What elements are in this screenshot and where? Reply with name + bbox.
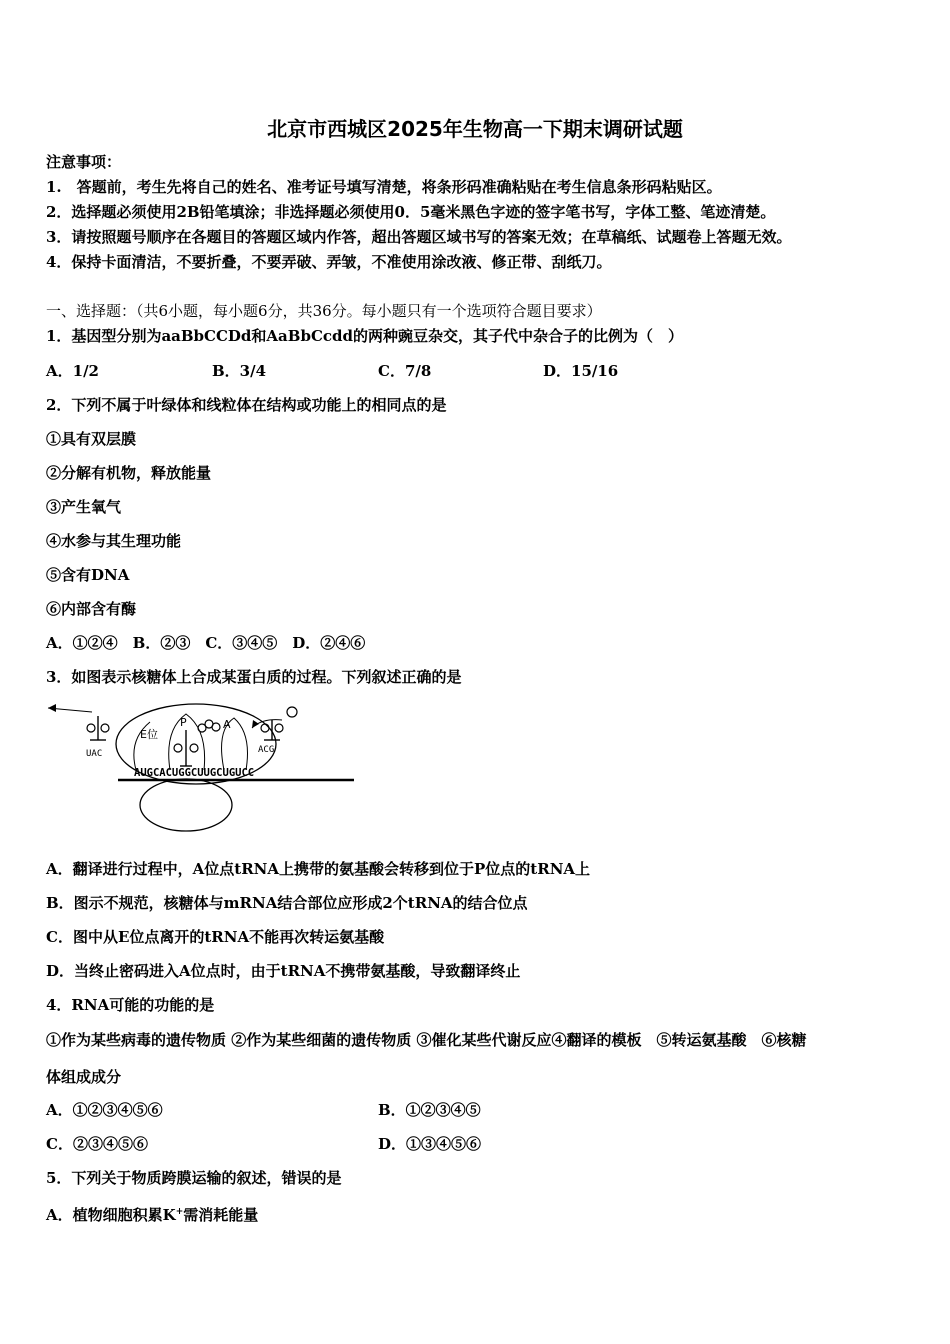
q2-item: ④水参与其生理功能 <box>46 532 182 550</box>
q2-item: ⑤含有DNA <box>46 566 130 584</box>
leaving-trna-anticodon: UAC <box>86 749 103 759</box>
q4-items-continued: 体组成成分 <box>46 1068 122 1086</box>
notice-item: 2．选择题必须使用2B铅笔填涂；非选择题必须使用0．5毫米黑色字迹的签字笔书写，字体工整、笔迹清楚。 <box>46 203 776 221</box>
mrna-sequence: AUGCACUGGCUUGCUGUCC <box>134 767 255 779</box>
leaving-trna <box>48 704 109 740</box>
q1-option-b: B．3/4 <box>212 362 267 380</box>
q5-option-a <box>46 1202 258 1225</box>
p-site-trna <box>174 730 198 766</box>
page-title: 北京市西城区2025年生物高一下期末调研试题 <box>267 117 683 141</box>
q3-option-b: B．图示不规范，核糖体与mRNA结合部位应形成2个tRNA的结合位点 <box>46 894 528 912</box>
q2-item: ①具有双层膜 <box>46 430 137 448</box>
ribosome-translation-diagram <box>46 700 366 835</box>
q3-option-d: D．当终止密码进入A位点时，由于tRNA不携带氨基酸，导致翻译终止 <box>46 962 521 980</box>
q4-option-b: B．①②③④⑤ <box>378 1101 481 1119</box>
q3-option-a: A．翻译进行过程中，A位点tRNA上携带的氨基酸会转移到位于P位点的tRNA上 <box>46 860 591 878</box>
peptide-chain <box>198 720 220 732</box>
q2-item: ②分解有机物，释放能量 <box>46 464 212 482</box>
q1-option-c: C．7/8 <box>378 362 432 380</box>
notice-item: 1. 答题前，考生先将自己的姓名、准考证号填写清楚，将条形码准确粘贴在考生信息条形码粘贴区。 <box>46 178 722 196</box>
q4-option-a: A．①②③④⑤⑥ <box>46 1101 163 1119</box>
q3-option-c: C．图中从E位点离开的tRNA不能再次转运氨基酸 <box>46 928 385 946</box>
q1-option-a: A．1/2 <box>46 362 99 380</box>
question-4-stem: 4．RNA可能的功能的是 <box>46 996 215 1014</box>
q5-option-a-text: A．植物细胞积累K <box>46 1206 176 1224</box>
e-site-label: E位 <box>140 728 158 741</box>
a-site-label: A <box>223 718 231 731</box>
p-site-label: P <box>180 716 187 729</box>
q5-option-a-tail: 需消耗能量 <box>183 1206 259 1224</box>
question-3-stem: 3．如图表示核糖体上合成某蛋白质的过程。下列叙述正确的是 <box>46 668 462 686</box>
q1-option-d: D．15/16 <box>543 362 619 380</box>
entering-trna-anticodon: ACG <box>258 745 275 755</box>
q2-item: ③产生氧气 <box>46 498 122 516</box>
ribosome-small-subunit <box>140 779 232 831</box>
notice-item: 4．保持卡面清洁，不要折叠，不要弄破、弄皱，不准使用涂改液、修正带、刮纸刀。 <box>46 253 612 271</box>
question-2-stem: 2．下列不属于叶绿体和线粒体在结构或功能上的相同点的是 <box>46 396 447 414</box>
q4-option-c: C．②③④⑤⑥ <box>46 1135 148 1153</box>
notice-heading: 注意事项： <box>46 153 122 171</box>
q4-items: ①作为某些病毒的遗传物质 ②作为某些细菌的遗传物质 ③催化某些代谢反应④翻译的模板 ⑤转运氨基酸 ⑥核糖 <box>46 1031 807 1049</box>
q2-item: ⑥内部含有酶 <box>46 600 137 618</box>
q2-options: A．①②④ B．②③ C．③④⑤ D．②④⑥ <box>46 634 366 652</box>
question-1-stem: 1．基因型分别为aaBbCCDd和AaBbCcdd的两种豌豆杂交，其子代中杂合子的比例为（ ） <box>46 327 683 345</box>
q5-option-a-superscript: + <box>175 1207 184 1217</box>
section-heading: 一、选择题：（共6小题，每小题6分，共36分。每小题只有一个选项符合题目要求） <box>46 302 602 320</box>
q4-option-d: D．①③④⑤⑥ <box>378 1135 482 1153</box>
notice-item: 3．请按照题号顺序在各题目的答题区域内作答，超出答题区域书写的答案无效；在草稿纸、试题卷上答题无效。 <box>46 228 792 246</box>
question-5-stem: 5．下列关于物质跨膜运输的叙述，错误的是 <box>46 1169 342 1187</box>
